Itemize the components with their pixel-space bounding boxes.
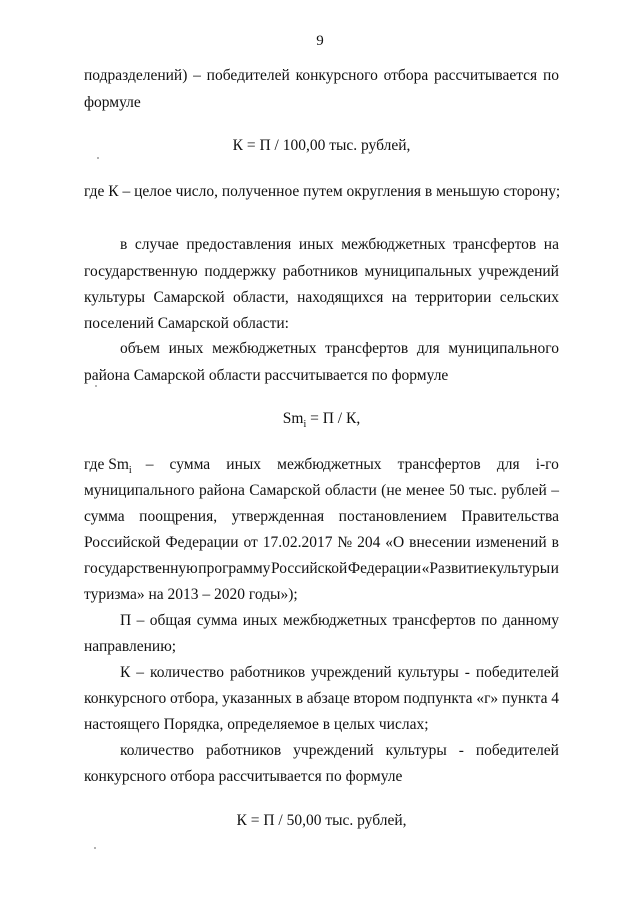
- word: –: [136, 664, 145, 681]
- word: поощрения,: [139, 508, 218, 525]
- text-line: [84, 560, 559, 578]
- word: пункта: [501, 690, 548, 707]
- formula-sm-symbol: Sm: [282, 410, 304, 427]
- text-line: формуле: [84, 94, 141, 111]
- word: абзаце: [306, 690, 350, 707]
- word: муниципальных: [364, 263, 472, 280]
- word: от: [243, 534, 258, 551]
- word: на: [391, 289, 407, 306]
- word: трансфертов: [397, 456, 481, 473]
- word: работников: [282, 263, 358, 280]
- word: находящихся: [297, 289, 384, 306]
- formula-sm-subscript: i: [303, 419, 307, 431]
- word: –: [145, 456, 154, 473]
- word: сумма: [169, 456, 211, 473]
- word: 204: [357, 534, 381, 551]
- word: объем: [120, 340, 160, 357]
- word: иных: [242, 612, 278, 629]
- word: межбюджетных: [277, 456, 382, 473]
- word: тыс.: [468, 482, 497, 499]
- word: 17.02.2017: [262, 534, 333, 551]
- text-line: [120, 340, 559, 358]
- word: культуры: [385, 742, 447, 759]
- text-line: конкурсного отбора рассчитывается по формуле: [84, 768, 403, 785]
- word: государственную: [84, 560, 198, 577]
- word: учреждений: [311, 664, 392, 681]
- text-line: [84, 508, 559, 526]
- word: территории: [415, 289, 492, 306]
- word: «О: [385, 534, 405, 551]
- word: в: [551, 534, 559, 551]
- word: для: [496, 456, 520, 473]
- word: культуры: [397, 664, 459, 681]
- word: 50: [449, 482, 465, 499]
- word: «г»: [476, 690, 499, 707]
- word: сумма: [84, 508, 125, 525]
- text-line: где К – целое число, полученное путем округления в меньшую сторону;: [84, 183, 561, 200]
- word: и: [550, 560, 559, 577]
- word: количество: [150, 664, 224, 681]
- text-line: района Самарской области рассчитывается по формуле: [84, 367, 449, 384]
- word: сельских: [499, 289, 559, 306]
- word: муниципального: [448, 340, 559, 357]
- word: района: [199, 482, 245, 499]
- word: рассчитывается: [433, 67, 538, 84]
- word: области,: [233, 289, 289, 306]
- word: межбюджетных: [341, 236, 446, 253]
- text-line: настоящего Порядка, определяемое в целых числах;: [84, 716, 429, 733]
- text-line: [84, 289, 559, 307]
- formula-k-50: К = П / 50,00 тыс. рублей,: [236, 812, 407, 829]
- word: -: [458, 742, 464, 759]
- word: рублей: [501, 482, 547, 499]
- word: i-го: [535, 456, 559, 473]
- word: работников: [205, 742, 282, 759]
- scan-speck: [94, 847, 96, 849]
- word: Самарской: [249, 482, 321, 499]
- word: сумма: [196, 612, 238, 629]
- text-line: направлению;: [84, 638, 177, 655]
- text-line: туризма» на 2013 – 2020 годы»);: [84, 586, 298, 603]
- word: работников: [229, 664, 306, 681]
- text-line: [84, 690, 559, 708]
- word: внесении: [409, 534, 471, 551]
- word: №: [337, 534, 353, 551]
- text-line: [84, 482, 559, 500]
- word: –: [551, 482, 559, 499]
- word: Федерации: [347, 560, 422, 577]
- word: программу: [198, 560, 271, 577]
- word: –: [193, 67, 201, 84]
- formula-sm: [84, 410, 559, 434]
- word: случае: [134, 236, 179, 253]
- word: межбюджетных: [282, 612, 388, 629]
- word: П: [120, 612, 132, 629]
- word: в: [120, 236, 128, 253]
- word: -: [464, 664, 470, 681]
- word: в: [295, 690, 304, 707]
- word: иных: [298, 236, 334, 253]
- text-line: [120, 664, 559, 682]
- word: Самарской: [153, 289, 225, 306]
- word: Российской: [84, 534, 161, 551]
- word: культуры: [84, 289, 146, 306]
- word: К: [120, 664, 131, 681]
- word: Правительства: [461, 508, 559, 525]
- word: иных: [168, 340, 204, 357]
- scan-speck: [95, 385, 97, 387]
- formula-sm-rest: = П / К,: [306, 410, 361, 427]
- word: указанных: [222, 690, 292, 707]
- sm-def-lead: [84, 456, 132, 480]
- word: победителей: [475, 664, 559, 681]
- word: культуры: [489, 560, 551, 577]
- word: общая: [149, 612, 192, 629]
- word: конкурсного: [84, 690, 167, 707]
- word: количество: [120, 742, 194, 759]
- word: Федерации: [165, 534, 239, 551]
- word: подразделений): [84, 67, 188, 84]
- word: трансфертов: [325, 340, 409, 357]
- word: данному: [502, 612, 559, 629]
- word: межбюджетных: [212, 340, 317, 357]
- sm-def-subscript: i: [128, 465, 132, 477]
- text-line: [84, 263, 559, 281]
- text-line: [120, 612, 559, 630]
- word: поддержку: [204, 263, 277, 280]
- text-line-sm-def: [84, 456, 559, 480]
- word: трансфертов: [453, 236, 537, 253]
- text-line: [120, 742, 559, 760]
- word: иных: [226, 456, 262, 473]
- word: «Развитие: [421, 560, 489, 577]
- word: на: [543, 236, 559, 253]
- scan-speck: [97, 157, 99, 159]
- word: Российской: [270, 560, 348, 577]
- word: постановлением: [338, 508, 447, 525]
- word: муниципального: [84, 482, 195, 499]
- word: отбора: [383, 67, 429, 84]
- page-number: 9: [316, 33, 324, 49]
- word: (не: [381, 482, 402, 499]
- word: втором: [353, 690, 400, 707]
- sm-def-prefix: где Sm: [84, 456, 129, 473]
- word: менее: [405, 482, 445, 499]
- word: изменений: [475, 534, 547, 551]
- formula-k-100: К = П / 100,00 тыс. рублей,: [232, 137, 411, 154]
- word: по: [542, 67, 559, 84]
- text-line: [84, 534, 559, 552]
- word: области: [324, 482, 377, 499]
- text-line: поселений Самарской области:: [84, 315, 289, 332]
- word: подпункта: [403, 690, 473, 707]
- text-line: [84, 67, 559, 85]
- word: учреждений: [478, 263, 559, 280]
- word: предоставления: [186, 236, 292, 253]
- word: победителей: [206, 67, 290, 84]
- word: 4: [551, 690, 559, 707]
- word: конкурсного: [295, 67, 378, 84]
- word: утвержденная: [231, 508, 325, 525]
- word: по: [481, 612, 498, 629]
- word: для: [416, 340, 440, 357]
- word: учреждений: [293, 742, 374, 759]
- sm-def-rest: [146, 456, 559, 480]
- word: трансфертов: [392, 612, 476, 629]
- word: –: [136, 612, 145, 629]
- text-line: [120, 236, 559, 254]
- word: государственную: [84, 263, 198, 280]
- word: отбора,: [170, 690, 219, 707]
- word: победителей: [475, 742, 559, 759]
